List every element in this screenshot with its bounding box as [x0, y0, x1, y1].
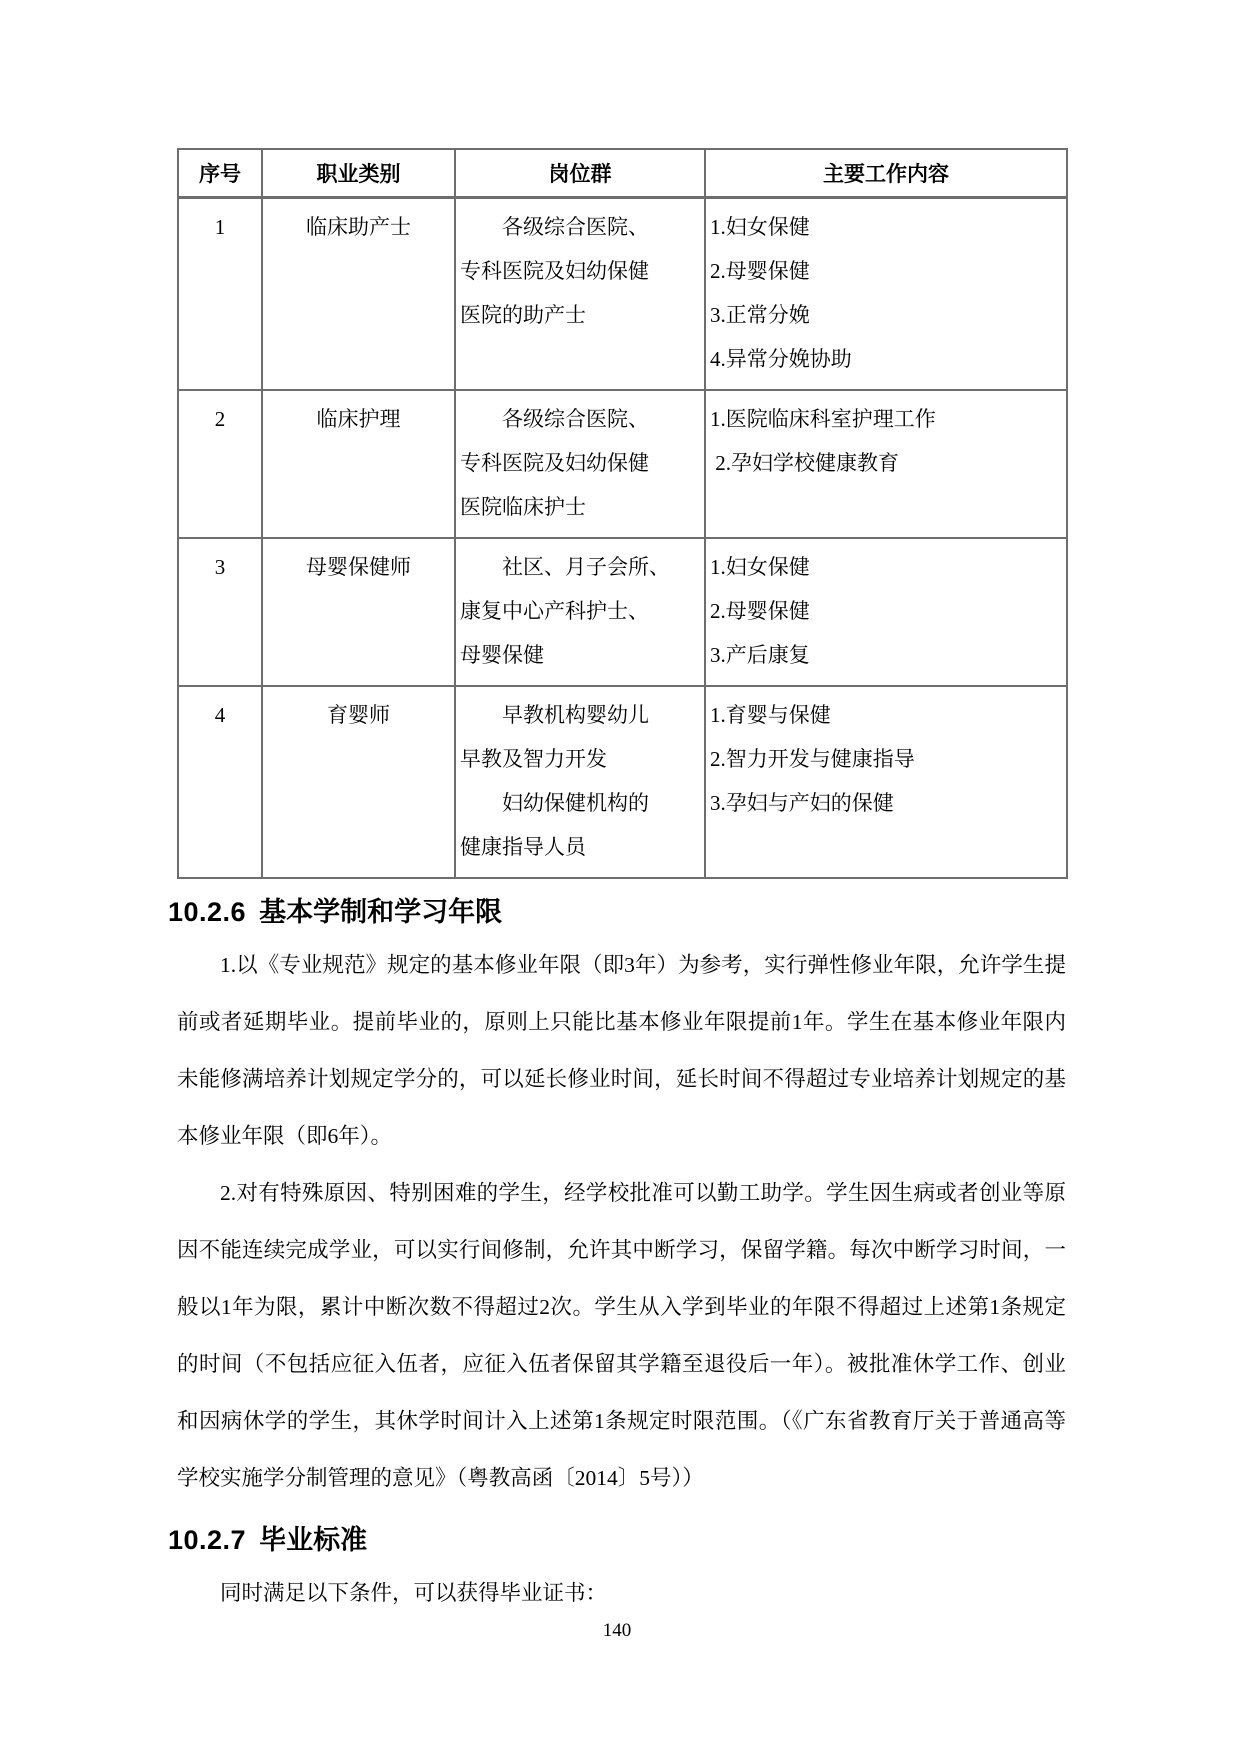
cell-line: 专科医院及妇幼保健: [460, 259, 649, 283]
seq-cell: 2: [178, 390, 262, 538]
heading-title: 毕业标准: [259, 1525, 368, 1555]
category-cell: 临床助产士: [262, 198, 455, 391]
cell-line: 2.智力开发与健康指导: [710, 747, 915, 771]
table-row-2: [178, 390, 1067, 538]
category-cell: 母婴保健师: [262, 538, 455, 686]
cell-line: 2.孕妇学校健康教育: [710, 451, 899, 475]
cell-line: 专科医院及妇幼保健: [460, 451, 649, 475]
cell-line: 早教及智力开发: [460, 747, 607, 771]
content-column: [168, 148, 1066, 1622]
duties-cell: [705, 198, 1067, 391]
cell-line: 医院的助产士: [460, 303, 586, 327]
section-10-2-7: [168, 1523, 1066, 1622]
cell-line: 早教机构婴幼儿: [502, 703, 649, 727]
section-heading-10-2-7: [168, 1523, 1066, 1557]
cell-line: 1.妇女保健: [710, 555, 810, 579]
duties-cell: [705, 538, 1067, 686]
section-heading-10-2-6: [168, 895, 1066, 929]
cell-line: 1.育婴与保健: [710, 703, 831, 727]
category-cell: 育婴师: [262, 686, 455, 878]
category-cell: 临床护理: [262, 390, 455, 538]
cell-line: 康复中心产科护士、: [460, 599, 649, 623]
table-header-row: [178, 149, 1067, 198]
paragraph: 1.以《专业规范》规定的基本修业年限（即3年）为参考，实行弹性修业年限，允许学生提前或者延期毕业。提前毕业的，原则上只能比基本修业年限提前1年。学生在基本修业年限内未能修满培养计划规定学分的，可以延长修业时间，延长时间不得超过专业培养计划规定的基本修业年限（即6年）。: [177, 953, 1066, 1148]
section-10-2-6: [168, 895, 1066, 1507]
cell-line: 3.孕妇与产妇的保健: [710, 791, 894, 815]
duties-cell: [705, 390, 1067, 538]
cell-line: 妇幼保健机构的: [502, 791, 649, 815]
cell-line: 4.异常分娩协助: [710, 347, 852, 371]
cell-line: 医院临床护士: [460, 495, 586, 519]
cell-line: 3.产后康复: [710, 643, 810, 667]
header-cell-seq: 序号: [178, 149, 262, 198]
paragraph: 2.对有特殊原因、特别困难的学生，经学校批准可以勤工助学。学生因生病或者创业等原因不能连续完成学业，可以实行间修制，允许其中断学习，保留学籍。每次中断学习时间，一般以1年为限，累计中断次数不得超过2次。学生从入学到毕业的年限不得超过上述第1条规定的时间（不包括应征入伍者，应征入伍者保留其学籍至退役后一年）。被批准休学工作、创业和因病休学的学生，其休学时间计入上述第1条规定时限范围。（《广东省教育厅关于普通高等学校实施学分制管理的意见》（粤教高函〔2014〕5号））: [177, 1181, 1066, 1490]
duties-cell: [705, 686, 1067, 878]
table-row-3: [178, 538, 1067, 686]
paragraph: 同时满足以下条件，可以获得毕业证书：: [220, 1581, 608, 1605]
cell-line: 3.正常分娩: [710, 303, 810, 327]
heading-number: 10.2.6: [168, 897, 247, 927]
occupations-table: [177, 148, 1068, 879]
cell-line: 1.医院临床科室护理工作: [710, 407, 936, 431]
header-cell-category: 职业类别: [262, 149, 455, 198]
table-row-4: [178, 686, 1067, 878]
cell-line: 2.母婴保健: [710, 259, 810, 283]
cell-line: 各级综合医院、: [502, 215, 649, 239]
cell-line: 社区、月子会所、: [502, 555, 670, 579]
cell-line: 母婴保健: [460, 643, 544, 667]
cell-line: 健康指导人员: [460, 835, 586, 859]
heading-title: 基本学制和学习年限: [259, 897, 503, 927]
positions-cell: [455, 538, 705, 686]
table-row-1: [178, 198, 1067, 391]
seq-cell: 4: [178, 686, 262, 878]
header-cell-positions: 岗位群: [455, 149, 705, 198]
heading-number: 10.2.7: [168, 1525, 247, 1555]
cell-line: 1.妇女保健: [710, 215, 810, 239]
cell-line: 2.母婴保健: [710, 599, 810, 623]
seq-cell: 3: [178, 538, 262, 686]
positions-cell: [455, 198, 705, 391]
positions-cell: [455, 390, 705, 538]
cell-line: 各级综合医院、: [502, 407, 649, 431]
positions-cell: [455, 686, 705, 878]
seq-cell: 1: [178, 198, 262, 391]
page-number: 140: [602, 1620, 632, 1641]
header-cell-duties: 主要工作内容: [705, 149, 1067, 198]
